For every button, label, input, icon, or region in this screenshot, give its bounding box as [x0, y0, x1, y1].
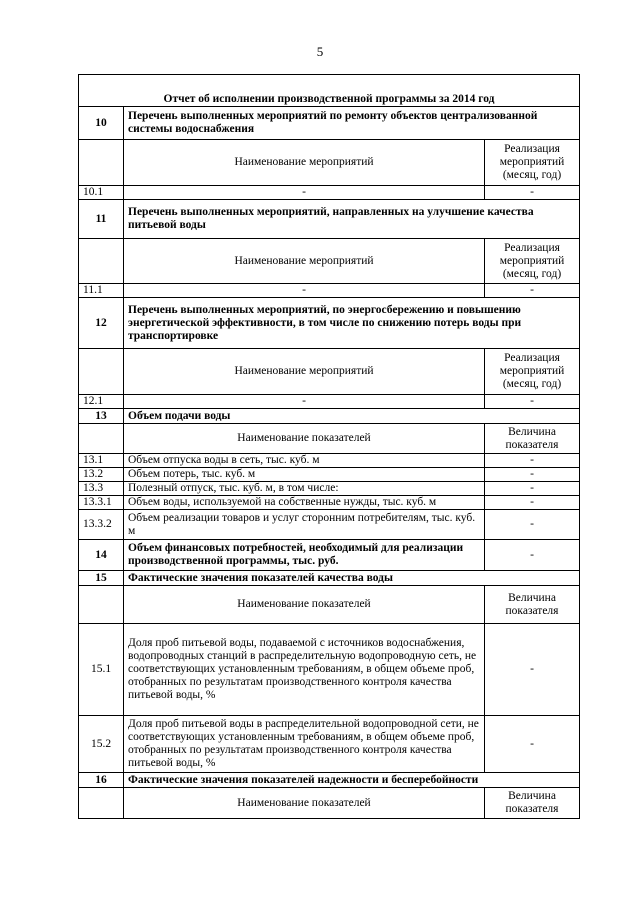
column-header-value: Реализация мероприятий (месяц, год) [485, 140, 580, 186]
row-number: 11.1 [79, 284, 124, 298]
column-header-name: Наименование мероприятий [124, 140, 485, 186]
section-title: Перечень выполненных мероприятий, направленных на улучшение качества питьевой воды [124, 200, 580, 239]
row-value: - [485, 186, 580, 200]
section-12-header [79, 298, 580, 349]
empty-cell [79, 586, 124, 624]
table-row [79, 395, 580, 409]
report-title-row [79, 75, 580, 107]
section-title: Перечень выполненных мероприятий, по энергосбережению и повышению энергетической эффективности, в том числе по снижению потерь воды при транспортировке [124, 298, 580, 349]
row-value: - [485, 468, 580, 482]
column-header-name: Наименование мероприятий [124, 349, 485, 395]
column-header-value: Реализация мероприятий (месяц, год) [485, 239, 580, 284]
row-value: - [485, 716, 580, 773]
row-number: 15.1 [79, 624, 124, 716]
row-value: - [485, 496, 580, 510]
row-value: - [485, 284, 580, 298]
row-name: Доля проб питьевой воды в распределительной водопроводной сети, не соответствующих установленным требованиям, в общем объеме проб, отобранных по результатам производственного контроля качества питьевой воды, % [124, 716, 485, 773]
section-13-header [79, 409, 580, 424]
table-row [79, 284, 580, 298]
column-header-value: Реализация мероприятий (месяц, год) [485, 349, 580, 395]
section-10-header [79, 107, 580, 140]
empty-cell [79, 349, 124, 395]
section-title: Объем финансовых потребностей, необходимый для реализации производственной программы, тыс. руб. [124, 540, 485, 571]
row-name: - [124, 186, 485, 200]
table-row [79, 468, 580, 482]
section-number: 16 [79, 773, 124, 788]
table-row [79, 454, 580, 468]
section-16-columns [79, 788, 580, 819]
row-name: Объем отпуска воды в сеть, тыс. куб. м [124, 454, 485, 468]
section-title: Объем подачи воды [124, 409, 580, 424]
section-10-columns [79, 140, 580, 186]
row-number: 10.1 [79, 186, 124, 200]
section-13-columns [79, 424, 580, 454]
section-number: 13 [79, 409, 124, 424]
table-row [79, 496, 580, 510]
row-number: 13.3.2 [79, 510, 124, 540]
section-number: 12 [79, 298, 124, 349]
page-number: 5 [316, 44, 324, 59]
table-row [79, 186, 580, 200]
section-11-columns [79, 239, 580, 284]
column-header-name: Наименование показателей [124, 586, 485, 624]
row-name: Объем воды, используемой на собственные нужды, тыс. куб. м [124, 496, 485, 510]
section-title: Фактические значения показателей качества воды [124, 571, 580, 586]
row-number: 13.3 [79, 482, 124, 496]
row-value: - [485, 540, 580, 571]
section-number: 11 [79, 200, 124, 239]
column-header-value: Величина показателя [485, 586, 580, 624]
empty-cell [79, 788, 124, 819]
table-row [79, 716, 580, 773]
report-title: Отчет об исполнении производственной программы за 2014 год [79, 75, 580, 107]
row-number: 13.2 [79, 468, 124, 482]
empty-cell [79, 239, 124, 284]
section-title: Перечень выполненных мероприятий по ремонту объектов централизованной системы водоснабжения [124, 107, 580, 140]
row-name: - [124, 284, 485, 298]
section-15-columns [79, 586, 580, 624]
row-number: 13.1 [79, 454, 124, 468]
section-11-header [79, 200, 580, 239]
row-number: 12.1 [79, 395, 124, 409]
row-name: Доля проб питьевой воды, подаваемой с источников водоснабжения, водопроводных станций в распределительную водопроводную сеть, не соответствующих установленным требованиям, в общем объеме проб, отобранных по результатам производственного контроля качества питьевой воды, % [124, 624, 485, 716]
row-name: Полезный отпуск, тыс. куб. м, в том числе: [124, 482, 485, 496]
row-value: - [485, 454, 580, 468]
table-row [79, 510, 580, 540]
column-header-name: Наименование показателей [124, 424, 485, 454]
table-row [79, 482, 580, 496]
row-name: Объем реализации товаров и услуг сторонним потребителям, тыс. куб. м [124, 510, 485, 540]
section-14-row [79, 540, 580, 571]
section-number: 10 [79, 107, 124, 140]
column-header-value: Величина показателя [485, 424, 580, 454]
section-number: 15 [79, 571, 124, 586]
section-title: Фактические значения показателей надежности и бесперебойности [124, 773, 580, 788]
column-header-value: Величина показателя [485, 788, 580, 819]
section-15-header [79, 571, 580, 586]
row-value: - [485, 482, 580, 496]
row-number: 13.3.1 [79, 496, 124, 510]
table-row [79, 624, 580, 716]
row-value: - [485, 510, 580, 540]
column-header-name: Наименование показателей [124, 788, 485, 819]
empty-cell [79, 424, 124, 454]
section-16-header [79, 773, 580, 788]
row-value: - [485, 624, 580, 716]
row-name: Объем потерь, тыс. куб. м [124, 468, 485, 482]
row-number: 15.2 [79, 716, 124, 773]
section-12-columns [79, 349, 580, 395]
row-value: - [485, 395, 580, 409]
section-number: 14 [79, 540, 124, 571]
column-header-name: Наименование мероприятий [124, 239, 485, 284]
empty-cell [79, 140, 124, 186]
report-table [78, 74, 580, 819]
row-name: - [124, 395, 485, 409]
